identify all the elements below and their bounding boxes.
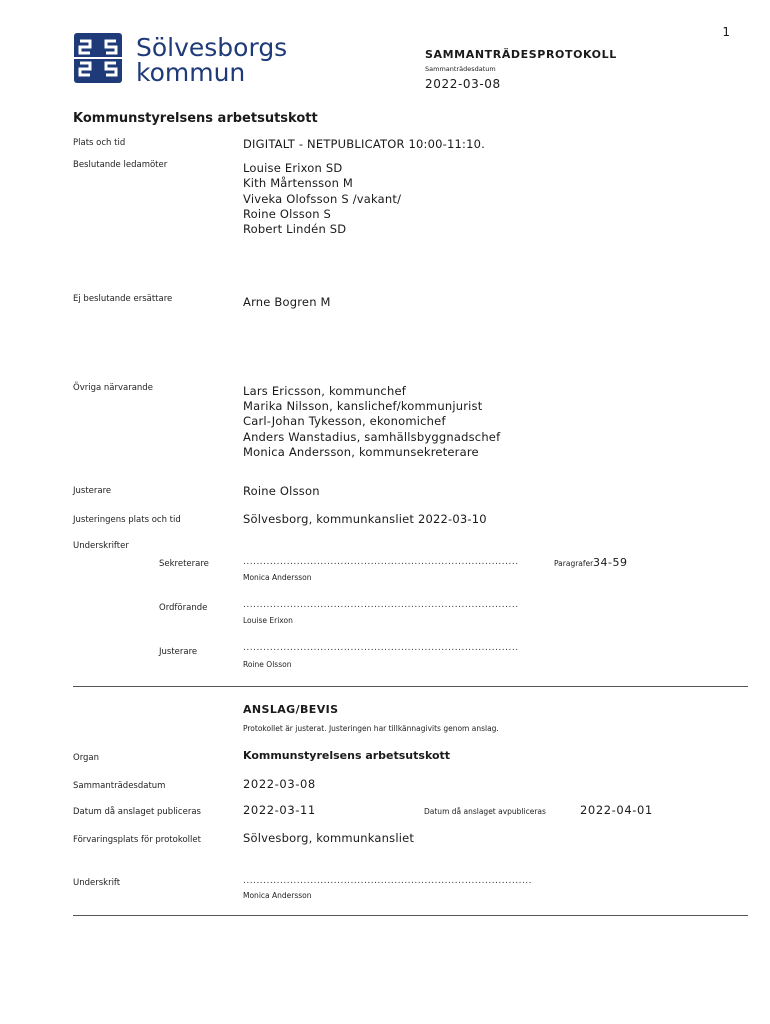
underskrift-name: Monica Andersson [243,891,312,900]
sammantrade-value: 2022-03-08 [243,777,316,791]
avpubliceras-value: 2022-04-01 [580,803,653,817]
underskrift-label: Underskrift [73,878,121,888]
justerare-label: Justerare [73,486,112,496]
publiceras-label: Datum då anslaget publiceras [73,807,201,817]
plats-value: DIGITALT - NETPUBLICATOR 10:00-11:10. [243,137,486,151]
logo-name-line1: Sölvesborgs [136,33,288,62]
ovriga-member: Anders Wanstadius, samhällsbyggnadschef [243,430,501,444]
ersattare-label: Ej beslutande ersättare [73,294,173,304]
beslutande-label: Beslutande ledamöter [73,160,168,170]
signature-name: Monica Andersson [243,573,312,582]
logo-name-line2: kommun [136,58,246,87]
signature-line: .................................................................................. [243,643,519,653]
beslutande-member: Kith Mårtensson M [243,176,354,190]
beslutande-member: Viveka Olofsson S /vakant/ [243,192,402,206]
signature-role: Justerare [159,647,198,657]
header-date: 2022-03-08 [425,77,501,91]
committee-title: Kommunstyrelsens arbetsutskott [73,111,318,126]
plats-label: Plats och tid [73,138,126,148]
organ-value: Kommunstyrelsens arbetsutskott [243,749,451,762]
beslutande-member: Louise Erixon SD [243,161,343,175]
ovriga-member: Lars Ericsson, kommunchef [243,384,406,398]
bottom-divider [73,915,748,916]
justering-label: Justeringens plats och tid [73,515,181,525]
anslag-title: ANSLAG/BEVIS [243,703,339,716]
underskrifter-label: Underskrifter [73,541,129,551]
municipality-logo-icon [74,33,122,83]
document-type: SAMMANTRÄDESPROTOKOLL [425,48,617,61]
justering-value: Sölvesborg, kommunkansliet 2022-03-10 [243,512,487,526]
forvaring-value: Sölvesborg, kommunkansliet [243,831,415,845]
signature-role: Sekreterare [159,559,209,569]
paragrafer-label: Paragrafer [554,559,594,568]
ovriga-member: Marika Nilsson, kanslichef/kommunjurist [243,399,483,413]
header-date-label: Sammanträdesdatum [425,65,496,73]
ovriga-member: Carl-Johan Tykesson, ekonomichef [243,414,446,428]
forvaring-label: Förvaringsplats för protokollet [73,835,201,845]
ovriga-member: Monica Andersson, kommunsekreterare [243,445,479,459]
signature-name: Roine Olsson [243,660,292,669]
signature-line: .................................................................................. [243,557,519,567]
avpubliceras-label: Datum då anslaget avpubliceras [424,807,546,816]
ersattare-member: Arne Bogren M [243,295,331,309]
page-number: 1 [722,25,730,39]
paragrafer-value: 34-59 [593,556,628,569]
sammantrade-label: Sammanträdesdatum [73,781,166,791]
signature-line: .................................................................................. [243,600,519,610]
signature-role: Ordförande [159,603,208,613]
signature-name: Louise Erixon [243,616,293,625]
justerare-value: Roine Olsson [243,484,320,498]
underskrift-line: ...................................................................................... [243,876,533,886]
beslutande-member: Robert Lindén SD [243,222,347,236]
section-divider [73,686,748,687]
anslag-note: Protokollet är justerat. Justeringen har tillkännagivits genom anslag. [243,724,499,733]
ovriga-label: Övriga närvarande [73,383,153,393]
organ-label: Organ [73,753,100,763]
beslutande-member: Roine Olsson S [243,207,332,221]
publiceras-value: 2022-03-11 [243,803,316,817]
